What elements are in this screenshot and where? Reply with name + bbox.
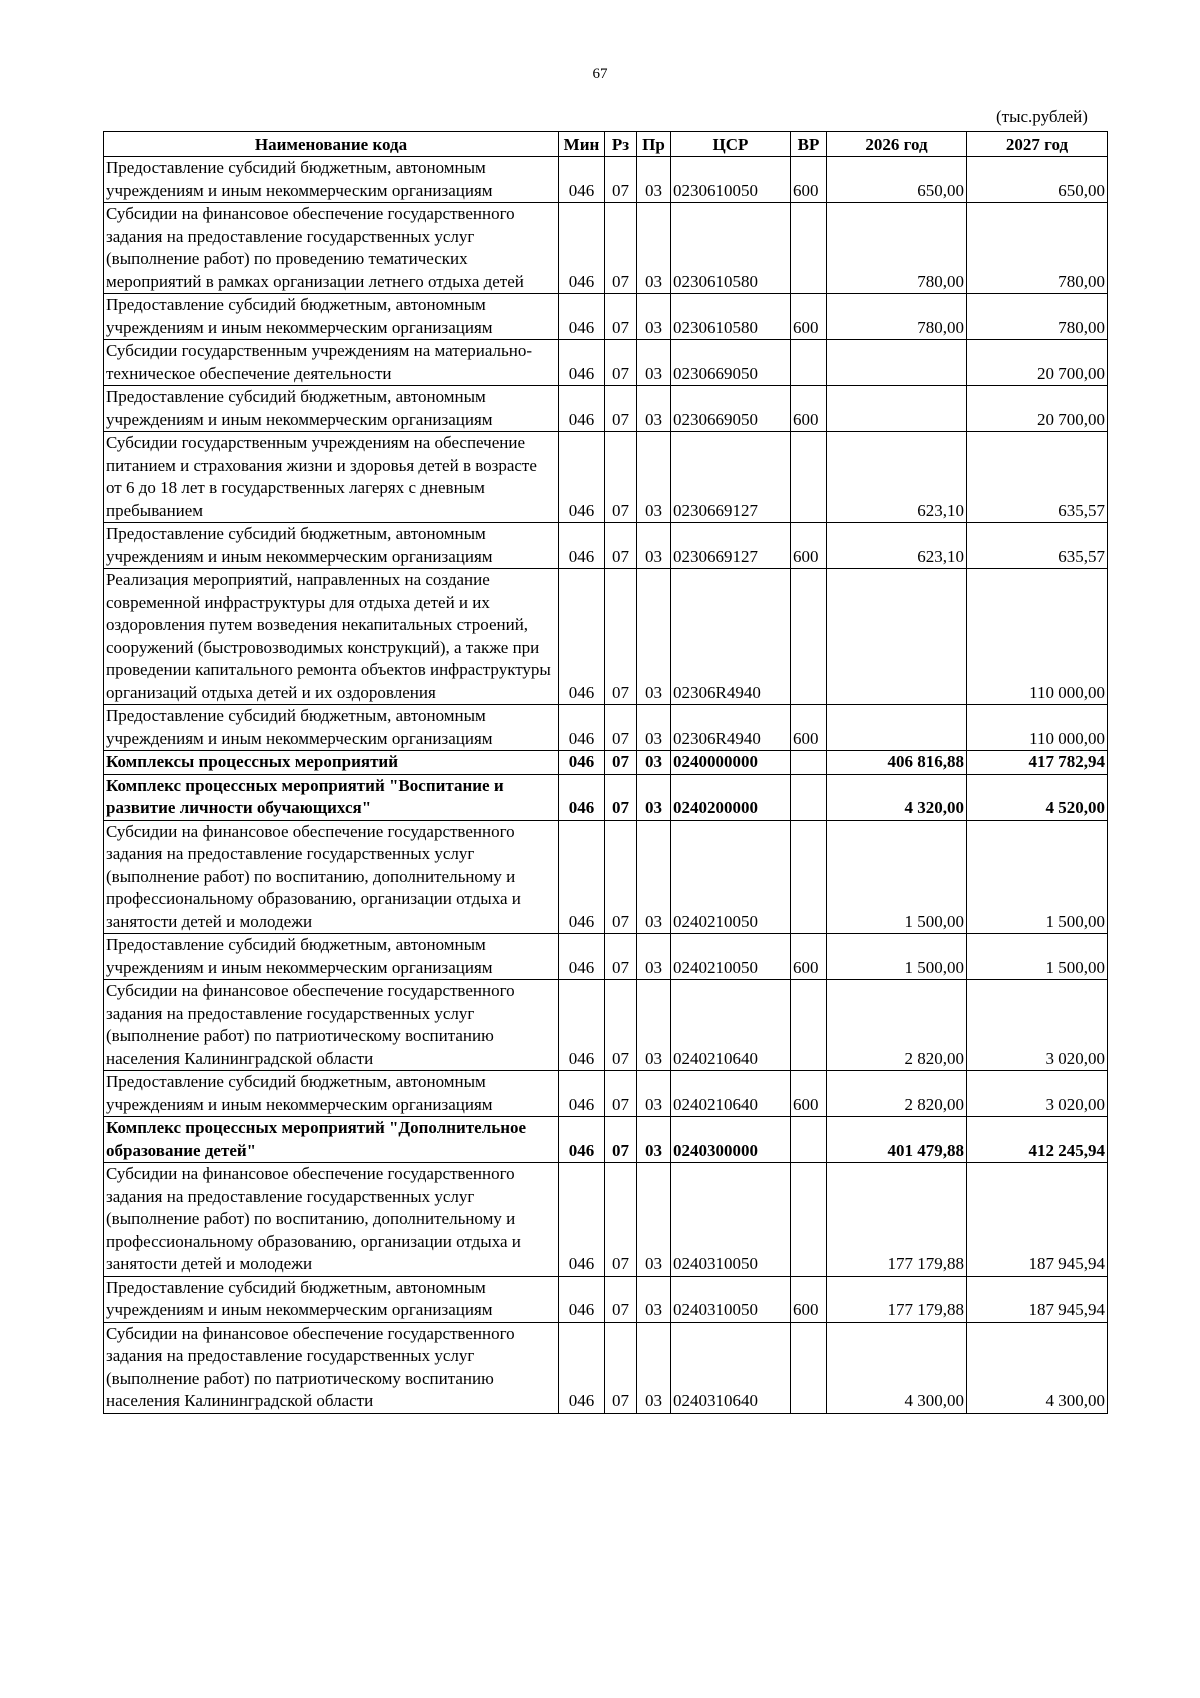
cell-pr: 03 xyxy=(637,1163,671,1277)
header-name: Наименование кода xyxy=(104,132,559,157)
cell-y2026: 623,10 xyxy=(827,432,967,523)
cell-y2026: 177 179,88 xyxy=(827,1276,967,1322)
cell-min: 046 xyxy=(559,934,605,980)
cell-name: Субсидии государственным учреждениям на материально-техническое обеспечение деятельности xyxy=(104,340,559,386)
cell-vr xyxy=(791,980,827,1071)
cell-rz: 07 xyxy=(605,157,637,203)
cell-csr: 0240310050 xyxy=(671,1276,791,1322)
page-number: 67 xyxy=(592,66,608,82)
cell-y2026: 2 820,00 xyxy=(827,980,967,1071)
cell-pr: 03 xyxy=(637,523,671,569)
cell-csr: 0240300000 xyxy=(671,1117,791,1163)
table-row xyxy=(104,774,1108,820)
cell-y2027: 417 782,94 xyxy=(967,751,1108,775)
table-header-row xyxy=(104,132,1108,157)
cell-vr xyxy=(791,203,827,294)
cell-pr: 03 xyxy=(637,386,671,432)
cell-rz: 07 xyxy=(605,1322,637,1413)
cell-min: 046 xyxy=(559,157,605,203)
cell-name: Комплекс процессных мероприятий "Воспитание и развитие личности обучающихся" xyxy=(104,774,559,820)
cell-vr: 600 xyxy=(791,523,827,569)
cell-y2027: 4 300,00 xyxy=(967,1322,1108,1413)
cell-pr: 03 xyxy=(637,934,671,980)
cell-vr xyxy=(791,774,827,820)
cell-min: 046 xyxy=(559,705,605,751)
cell-min: 046 xyxy=(559,294,605,340)
cell-name: Субсидии на финансовое обеспечение государственного задания на предоставление государственных услуг (выполнение работ) по проведению тематических мероприятий в рамках организации летнего отдыха детей xyxy=(104,203,559,294)
cell-y2027: 20 700,00 xyxy=(967,386,1108,432)
cell-csr: 02306R4940 xyxy=(671,569,791,705)
cell-csr: 0230669050 xyxy=(671,340,791,386)
cell-y2026: 4 300,00 xyxy=(827,1322,967,1413)
table-body xyxy=(104,157,1108,1414)
table-row xyxy=(104,203,1108,294)
cell-y2026 xyxy=(827,705,967,751)
cell-pr: 03 xyxy=(637,705,671,751)
cell-rz: 07 xyxy=(605,705,637,751)
cell-name: Предоставление субсидий бюджетным, автономным учреждениям и иным некоммерческим организациям xyxy=(104,294,559,340)
cell-pr: 03 xyxy=(637,820,671,934)
header-min: Мин xyxy=(559,132,605,157)
cell-rz: 07 xyxy=(605,980,637,1071)
cell-rz: 07 xyxy=(605,203,637,294)
cell-name: Предоставление субсидий бюджетным, автономным учреждениям и иным некоммерческим организациям xyxy=(104,1276,559,1322)
cell-vr xyxy=(791,432,827,523)
cell-csr: 0240210050 xyxy=(671,820,791,934)
cell-rz: 07 xyxy=(605,1071,637,1117)
cell-y2026 xyxy=(827,340,967,386)
cell-y2027: 110 000,00 xyxy=(967,569,1108,705)
cell-csr: 0240210640 xyxy=(671,980,791,1071)
cell-csr: 0240000000 xyxy=(671,751,791,775)
cell-min: 046 xyxy=(559,1071,605,1117)
table-row xyxy=(104,1163,1108,1277)
cell-y2027: 187 945,94 xyxy=(967,1163,1108,1277)
cell-rz: 07 xyxy=(605,1163,637,1277)
cell-rz: 07 xyxy=(605,751,637,775)
cell-rz: 07 xyxy=(605,774,637,820)
cell-min: 046 xyxy=(559,774,605,820)
header-2026: 2026 год xyxy=(827,132,967,157)
cell-min: 046 xyxy=(559,203,605,294)
cell-pr: 03 xyxy=(637,751,671,775)
cell-min: 046 xyxy=(559,523,605,569)
cell-rz: 07 xyxy=(605,1276,637,1322)
cell-pr: 03 xyxy=(637,294,671,340)
cell-pr: 03 xyxy=(637,340,671,386)
table-row xyxy=(104,569,1108,705)
cell-name: Предоставление субсидий бюджетным, автономным учреждениям и иным некоммерческим организациям xyxy=(104,523,559,569)
cell-vr xyxy=(791,1322,827,1413)
cell-min: 046 xyxy=(559,1163,605,1277)
cell-min: 046 xyxy=(559,751,605,775)
cell-min: 046 xyxy=(559,386,605,432)
table-row xyxy=(104,1322,1108,1413)
cell-rz: 07 xyxy=(605,432,637,523)
cell-csr: 0230669050 xyxy=(671,386,791,432)
cell-y2027: 635,57 xyxy=(967,432,1108,523)
cell-csr: 0240200000 xyxy=(671,774,791,820)
cell-y2027: 110 000,00 xyxy=(967,705,1108,751)
cell-rz: 07 xyxy=(605,386,637,432)
cell-vr xyxy=(791,340,827,386)
cell-pr: 03 xyxy=(637,980,671,1071)
budget-table xyxy=(103,131,1108,1414)
cell-vr: 600 xyxy=(791,294,827,340)
cell-name: Субсидии государственным учреждениям на обеспечение питанием и страхования жизни и здоровья детей в возрасте от 6 до 18 лет в государственных лагерях с дневным пребыванием xyxy=(104,432,559,523)
cell-y2026: 406 816,88 xyxy=(827,751,967,775)
cell-y2026: 650,00 xyxy=(827,157,967,203)
cell-csr: 0230669127 xyxy=(671,523,791,569)
cell-rz: 07 xyxy=(605,569,637,705)
cell-y2027: 412 245,94 xyxy=(967,1117,1108,1163)
cell-pr: 03 xyxy=(637,1276,671,1322)
cell-name: Предоставление субсидий бюджетным, автономным учреждениям и иным некоммерческим организациям xyxy=(104,705,559,751)
cell-min: 046 xyxy=(559,820,605,934)
cell-vr: 600 xyxy=(791,934,827,980)
cell-y2026: 2 820,00 xyxy=(827,1071,967,1117)
cell-y2027: 20 700,00 xyxy=(967,340,1108,386)
cell-name: Субсидии на финансовое обеспечение государственного задания на предоставление государственных услуг (выполнение работ) по патриотическому воспитанию населения Калининградской области xyxy=(104,980,559,1071)
cell-y2027: 780,00 xyxy=(967,294,1108,340)
cell-name: Субсидии на финансовое обеспечение государственного задания на предоставление государственных услуг (выполнение работ) по патриотическому воспитанию населения Калининградской области xyxy=(104,1322,559,1413)
cell-y2026: 1 500,00 xyxy=(827,934,967,980)
header-pr: Пр xyxy=(637,132,671,157)
cell-rz: 07 xyxy=(605,523,637,569)
cell-y2027: 650,00 xyxy=(967,157,1108,203)
cell-name: Предоставление субсидий бюджетным, автономным учреждениям и иным некоммерческим организациям xyxy=(104,934,559,980)
cell-min: 046 xyxy=(559,340,605,386)
header-2027: 2027 год xyxy=(967,132,1108,157)
table-row xyxy=(104,523,1108,569)
cell-y2027: 780,00 xyxy=(967,203,1108,294)
cell-y2027: 1 500,00 xyxy=(967,934,1108,980)
cell-vr xyxy=(791,751,827,775)
cell-name: Комплексы процессных мероприятий xyxy=(104,751,559,775)
cell-min: 046 xyxy=(559,569,605,705)
cell-vr: 600 xyxy=(791,157,827,203)
cell-y2026: 1 500,00 xyxy=(827,820,967,934)
cell-min: 046 xyxy=(559,1117,605,1163)
table-row xyxy=(104,340,1108,386)
cell-name: Реализация мероприятий, направленных на создание современной инфраструктуры для отдыха детей и их оздоровления путем возведения некапитальных строений, сооружений (быстровозводимых конструкций), а также при проведении капитального ремонта объектов инфраструктуры организаций отдыха детей и их оздоровления xyxy=(104,569,559,705)
cell-csr: 0240210050 xyxy=(671,934,791,980)
cell-csr: 0230610050 xyxy=(671,157,791,203)
cell-csr: 02306R4940 xyxy=(671,705,791,751)
cell-csr: 0240310640 xyxy=(671,1322,791,1413)
cell-min: 046 xyxy=(559,1322,605,1413)
cell-csr: 0240310050 xyxy=(671,1163,791,1277)
table-row xyxy=(104,751,1108,775)
cell-y2026: 401 479,88 xyxy=(827,1117,967,1163)
cell-pr: 03 xyxy=(637,157,671,203)
cell-name: Комплекс процессных мероприятий "Дополнительное образование детей" xyxy=(104,1117,559,1163)
cell-vr: 600 xyxy=(791,386,827,432)
table-row xyxy=(104,294,1108,340)
table-row xyxy=(104,820,1108,934)
cell-rz: 07 xyxy=(605,294,637,340)
cell-name: Предоставление субсидий бюджетным, автономным учреждениям и иным некоммерческим организациям xyxy=(104,386,559,432)
cell-y2026 xyxy=(827,386,967,432)
table-row xyxy=(104,1276,1108,1322)
table-row xyxy=(104,705,1108,751)
cell-csr: 0240210640 xyxy=(671,1071,791,1117)
table-row xyxy=(104,386,1108,432)
cell-pr: 03 xyxy=(637,432,671,523)
table-row xyxy=(104,980,1108,1071)
cell-y2026: 623,10 xyxy=(827,523,967,569)
header-rz: Рз xyxy=(605,132,637,157)
cell-min: 046 xyxy=(559,432,605,523)
cell-min: 046 xyxy=(559,1276,605,1322)
cell-csr: 0230610580 xyxy=(671,203,791,294)
table-row xyxy=(104,157,1108,203)
cell-csr: 0230610580 xyxy=(671,294,791,340)
units-label: (тыс.рублей) xyxy=(996,107,1088,126)
cell-vr: 600 xyxy=(791,1276,827,1322)
cell-vr xyxy=(791,1163,827,1277)
cell-vr: 600 xyxy=(791,705,827,751)
table-row xyxy=(104,1117,1108,1163)
cell-vr xyxy=(791,569,827,705)
cell-pr: 03 xyxy=(637,1071,671,1117)
cell-pr: 03 xyxy=(637,774,671,820)
cell-name: Субсидии на финансовое обеспечение государственного задания на предоставление государственных услуг (выполнение работ) по воспитанию, дополнительному и профессиональному образованию, организации отдыха и занятости детей и молодежи xyxy=(104,820,559,934)
cell-y2026: 780,00 xyxy=(827,203,967,294)
table-row xyxy=(104,934,1108,980)
cell-vr: 600 xyxy=(791,1071,827,1117)
cell-y2026 xyxy=(827,569,967,705)
header-vr: ВР xyxy=(791,132,827,157)
cell-rz: 07 xyxy=(605,1117,637,1163)
cell-vr xyxy=(791,820,827,934)
cell-min: 046 xyxy=(559,980,605,1071)
cell-y2027: 635,57 xyxy=(967,523,1108,569)
cell-y2026: 780,00 xyxy=(827,294,967,340)
cell-pr: 03 xyxy=(637,1117,671,1163)
cell-rz: 07 xyxy=(605,820,637,934)
cell-pr: 03 xyxy=(637,203,671,294)
cell-pr: 03 xyxy=(637,1322,671,1413)
cell-name: Предоставление субсидий бюджетным, автономным учреждениям и иным некоммерческим организациям xyxy=(104,1071,559,1117)
cell-y2027: 3 020,00 xyxy=(967,1071,1108,1117)
table-row xyxy=(104,1071,1108,1117)
cell-name: Предоставление субсидий бюджетным, автономным учреждениям и иным некоммерческим организациям xyxy=(104,157,559,203)
cell-y2026: 177 179,88 xyxy=(827,1163,967,1277)
cell-name: Субсидии на финансовое обеспечение государственного задания на предоставление государственных услуг (выполнение работ) по воспитанию, дополнительному и профессиональному образованию, организации отдыха и занятости детей и молодежи xyxy=(104,1163,559,1277)
cell-y2027: 4 520,00 xyxy=(967,774,1108,820)
cell-y2027: 1 500,00 xyxy=(967,820,1108,934)
header-csr: ЦСР xyxy=(671,132,791,157)
cell-y2027: 187 945,94 xyxy=(967,1276,1108,1322)
cell-y2026: 4 320,00 xyxy=(827,774,967,820)
cell-rz: 07 xyxy=(605,934,637,980)
cell-vr xyxy=(791,1117,827,1163)
cell-csr: 0230669127 xyxy=(671,432,791,523)
table-row xyxy=(104,432,1108,523)
cell-rz: 07 xyxy=(605,340,637,386)
cell-pr: 03 xyxy=(637,569,671,705)
cell-y2027: 3 020,00 xyxy=(967,980,1108,1071)
